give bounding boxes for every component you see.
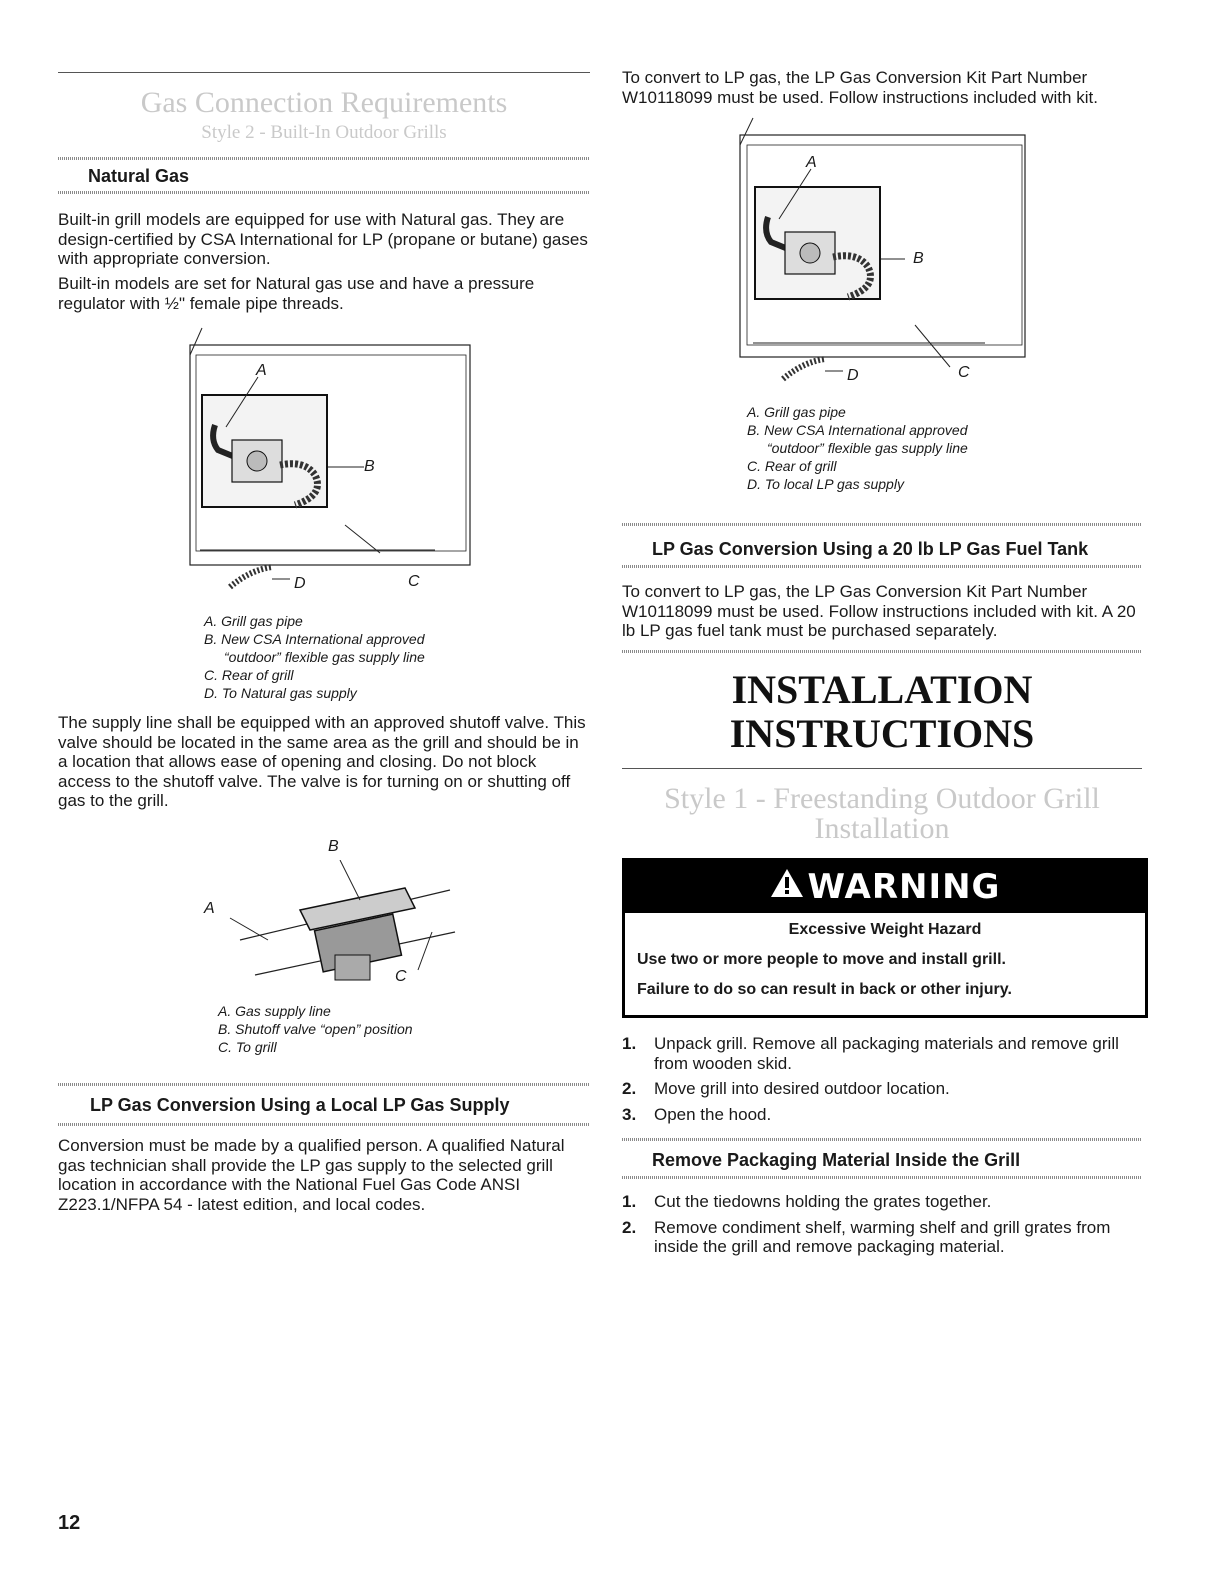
- caption-line: C. Rear of grill: [204, 667, 294, 683]
- figure-label-c: C: [408, 573, 420, 590]
- caption-line: “outdoor” flexible gas supply line: [767, 440, 968, 456]
- caption-line: C. To grill: [218, 1039, 277, 1055]
- section-title: Gas Connection Requirements: [140, 86, 508, 119]
- figure-label-a: A: [256, 362, 267, 379]
- warning-line-1: Use two or more people to move and install grill.: [637, 951, 1006, 968]
- caption-line: A. Grill gas pipe: [747, 404, 846, 420]
- step-number: 3.: [622, 1104, 637, 1124]
- caption-line: B. New CSA International approved: [747, 422, 968, 438]
- lp-tank-heading: LP Gas Conversion Using a 20 lb LP Gas Fuel Tank: [652, 539, 1089, 559]
- lp-connection-figure: [735, 115, 1030, 385]
- heading-divider: [58, 1083, 590, 1086]
- step-text: Cut the tiedowns holding the grates together.: [654, 1192, 992, 1211]
- step-number: 2.: [622, 1217, 637, 1237]
- caption-line: C. Rear of grill: [747, 458, 837, 474]
- style1-title-line-1: Style 1 - Freestanding Outdoor Grill: [664, 782, 1100, 815]
- section-top-rule: [622, 768, 1142, 769]
- heading-divider: [622, 523, 1142, 526]
- step-text: Unpack grill. Remove all packaging materials and remove grill from wooden skid.: [654, 1034, 1119, 1073]
- natural-gas-paragraph-1: Built-in grill models are equipped for use with Natural gas. They are design-certified by CSA International for LP (propane or butane) gases with appropriate conversion.: [58, 210, 588, 268]
- step-text: Move grill into desired outdoor location.: [654, 1079, 950, 1098]
- warning-label: WARNING: [807, 867, 1001, 907]
- installation-title-line-2: INSTRUCTIONS: [729, 711, 1035, 756]
- caption-line: “outdoor” flexible gas supply line: [224, 649, 425, 665]
- figure-label-b: B: [913, 250, 924, 267]
- caption-line: A. Grill gas pipe: [204, 613, 303, 629]
- heading-divider: [622, 1138, 1142, 1141]
- figure-label-d: D: [294, 575, 306, 592]
- caption-line: D. To Natural gas supply: [204, 685, 357, 701]
- step-number: 2.: [622, 1079, 637, 1098]
- list-item: [622, 1192, 1152, 1212]
- figure-label-a: A: [204, 900, 215, 917]
- figure-label-b: B: [364, 458, 375, 475]
- section-top-rule: [58, 72, 590, 73]
- step-text: Open the hood.: [654, 1104, 772, 1124]
- figure-label-a: A: [806, 154, 817, 171]
- step-number: 1.: [622, 1034, 637, 1053]
- lp-local-supply-paragraph: Conversion must be made by a qualified person. A qualified Natural gas technician shall provide the LP gas supply to the selected grill location in accordance with the National Fuel Gas Code ANSI Z223.1/NFPA 54 - latest edition, and local codes.: [58, 1136, 565, 1214]
- warning-hazard: Excessive Weight Hazard: [788, 921, 982, 938]
- remove-packaging-heading: Remove Packaging Material Inside the Grill: [652, 1150, 1021, 1170]
- figure-2-caption: [218, 1002, 413, 1056]
- figure-label-c: C: [395, 968, 407, 985]
- figure-3-caption: [747, 403, 968, 493]
- figure-label-b: B: [328, 838, 339, 855]
- heading-divider: [58, 191, 590, 194]
- heading-divider: [622, 565, 1142, 568]
- warning-triangle-icon: [770, 867, 804, 907]
- section-subtitle: Style 2 - Built-In Outdoor Grills: [201, 122, 447, 143]
- caption-line: D. To local LP gas supply: [747, 476, 904, 492]
- figure-label-d: D: [847, 367, 859, 384]
- remove-packaging-steps: [622, 1192, 1152, 1263]
- step-text: Remove condiment shelf, warming shelf and grill grates from inside the grill and remove packaging material.: [654, 1217, 1111, 1256]
- natural-gas-connection-figure: [180, 325, 480, 595]
- list-item: [622, 1034, 1152, 1073]
- warning-box: [622, 858, 1148, 1018]
- shutoff-valve-paragraph: The supply line shall be equipped with an approved shutoff valve. This valve should be located in the same area as the grill and should be in a location that allows ease of opening and closing. Do not block access to the shutoff valve. The valve is for turning on or shutting off gas to the grill.: [58, 713, 586, 810]
- list-item: [622, 1218, 1152, 1257]
- natural-gas-heading: Natural Gas: [88, 166, 190, 186]
- shutoff-valve-figure: [200, 860, 470, 990]
- heading-divider: [58, 157, 590, 160]
- figure-label-c: C: [958, 364, 970, 381]
- caption-line: B. Shutoff valve “open” position: [218, 1021, 413, 1037]
- lp-kit-paragraph: To convert to LP gas, the LP Gas Conversion Kit Part Number W10118099 must be used. Follow instructions included with kit.: [622, 68, 1098, 107]
- page-number: 12: [58, 1512, 81, 1534]
- caption-line: A. Gas supply line: [218, 1003, 331, 1019]
- step-number: 1.: [622, 1192, 637, 1211]
- list-item: [622, 1079, 1152, 1099]
- heading-divider: [622, 1176, 1142, 1179]
- unpack-steps: [622, 1034, 1152, 1130]
- style1-title-line-2: Installation: [814, 812, 950, 845]
- list-item: [622, 1105, 1152, 1125]
- heading-divider: [58, 1123, 590, 1126]
- natural-gas-paragraph-2: Built-in models are set for Natural gas use and have a pressure regulator with ½" female pipe threads.: [58, 274, 535, 313]
- warning-header: [625, 861, 1145, 913]
- caption-line: B. New CSA International approved: [204, 631, 425, 647]
- heading-divider: [622, 650, 1142, 653]
- installation-title-line-1: INSTALLATION: [731, 667, 1033, 712]
- lp-local-supply-heading: LP Gas Conversion Using a Local LP Gas Supply: [90, 1095, 510, 1115]
- lp-tank-paragraph: To convert to LP gas, the LP Gas Conversion Kit Part Number W10118099 must be used. Follow instructions included with kit. A 20 lb LP gas fuel tank must be purchased separately.: [622, 582, 1136, 640]
- figure-1-caption: [204, 612, 425, 702]
- warning-line-2: Failure to do so can result in back or other injury.: [637, 981, 1012, 998]
